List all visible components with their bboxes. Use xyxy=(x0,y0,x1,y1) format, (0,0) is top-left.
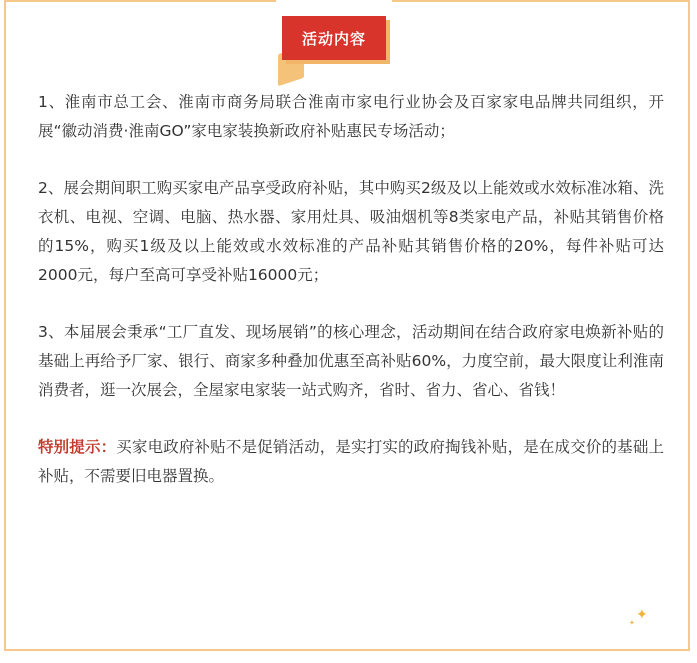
special-tip-label: 特别提示： xyxy=(38,438,117,456)
small-sparkle-icon: ✦ xyxy=(629,619,635,627)
activity-item-1: 1、淮南市总工会、淮南市商务局联合淮南市家电行业协会及百家家电品牌共同组织，开展“徽动消费·淮南GO”家电家装换新政府补贴惠民专场活动； xyxy=(38,93,664,140)
activity-item-2: 2、展会期间职工购买家电产品享受政府补贴，其中购买2级及以上能效或水效标准冰箱、洗衣机、电视、空调、电脑、热水器、家用灶具、吸油烟机等8类家电产品，补贴其销售价格的15%，购买1级及以上能效或水效标准的产品补贴其销售价格的20%，每件补贴可达2000元，每户至高可享受补贴16000元； xyxy=(38,179,664,284)
special-tip xyxy=(38,433,664,491)
special-tip-text: 买家电政府补贴不是促销活动，是实打实的政府掏钱补贴，是在成交价的基础上补贴，不需要旧电器置换。 xyxy=(38,438,664,485)
section-badge xyxy=(278,14,390,70)
frame-top-left-border xyxy=(4,0,276,2)
sparkle-icon: ✦ xyxy=(636,607,648,623)
activity-content xyxy=(38,88,664,519)
activity-item-3: 3、本届展会秉承“工厂直发、现场展销”的核心理念，活动期间在结合政府家电焕新补贴的基础上再给予厂家、银行、商家多种叠加优惠至高补贴60%，力度空前，最大限度让利淮南消费者，逛一次展会，全屋家电家装一站式购齐，省时、省力、省心、省钱！ xyxy=(38,323,664,399)
section-title: 活动内容 xyxy=(282,16,386,60)
frame-top-right-border xyxy=(392,0,690,2)
